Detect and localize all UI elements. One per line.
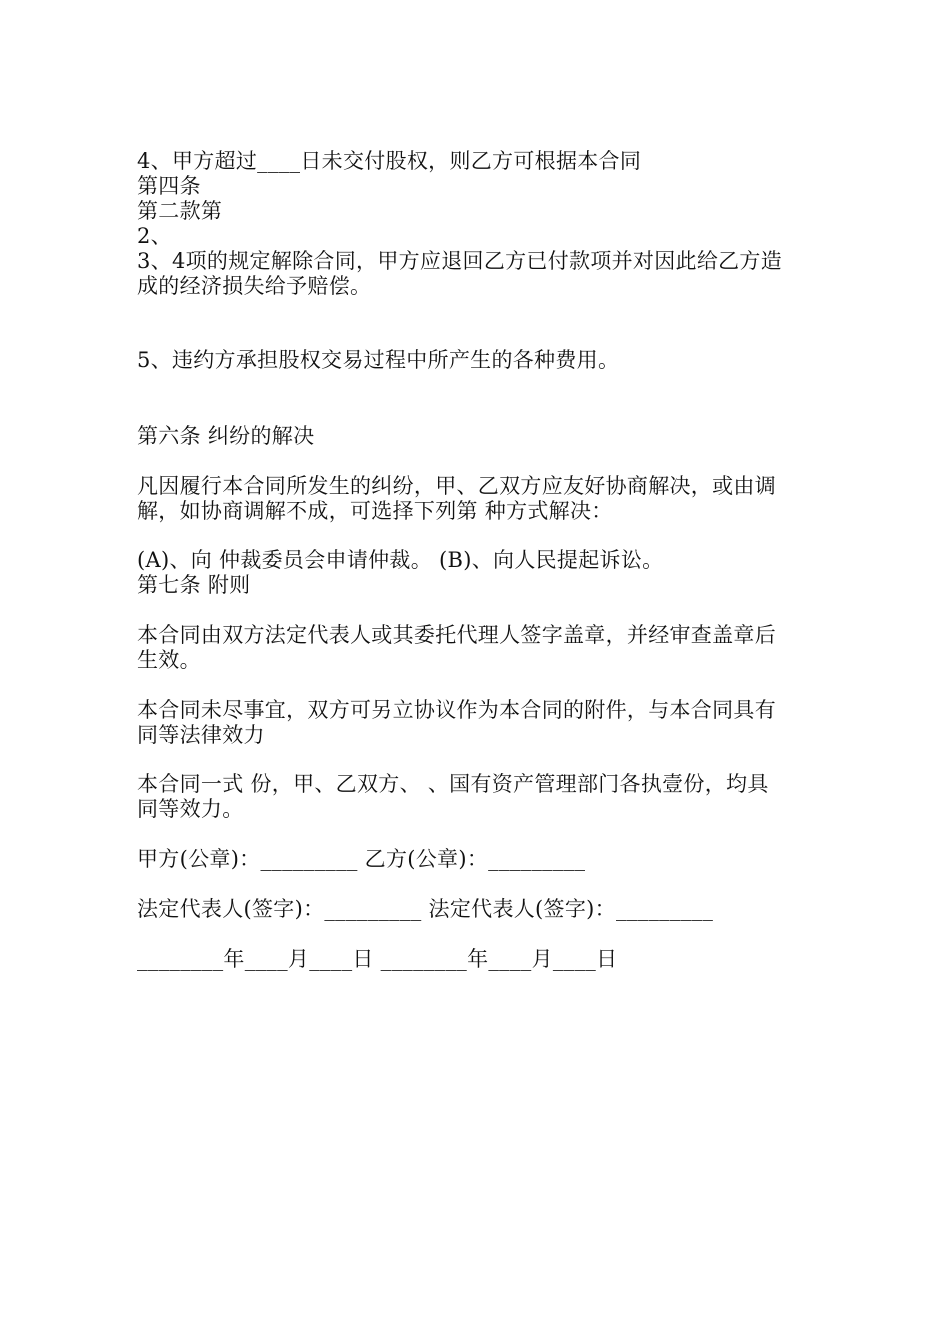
clause-4-line-2: 第四条 bbox=[137, 174, 201, 198]
clause-4-line-3: 第二款第 bbox=[137, 199, 223, 223]
article-6-paragraph-line-2: 解，如协商调解不成，可选择下列第 种方式解决： bbox=[137, 499, 613, 523]
party-seal-line: 甲方(公章)：_________ 乙方(公章)：_________ bbox=[137, 847, 586, 871]
dispute-options-line: (A)、向 仲裁委员会申请仲裁。 (B)、向人民提起诉讼。 bbox=[137, 548, 664, 572]
effectiveness-line-2: 生效。 bbox=[137, 648, 201, 672]
date-line: ________年____月____日 ________年____月____日 bbox=[137, 947, 618, 971]
copies-line-1: 本合同一式 份，甲、乙双方、 、国有资产管理部门各执壹份，均具 bbox=[137, 772, 769, 796]
clause-4-line-4: 2、 bbox=[137, 224, 172, 248]
clause-4-line-5: 3、4项的规定解除合同，甲方应退回乙方已付款项并对因此给乙方造 bbox=[137, 249, 783, 273]
article-6-paragraph-line-1: 凡因履行本合同所发生的纠纷，甲、乙双方应友好协商解决，或由调 bbox=[137, 474, 776, 498]
article-7-heading: 第七条 附则 bbox=[137, 573, 251, 597]
supplement-line-1: 本合同未尽事宜，双方可另立协议作为本合同的附件，与本合同具有 bbox=[137, 698, 776, 722]
clause-5-line: 5、违约方承担股权交易过程中所产生的各种费用。 bbox=[137, 348, 620, 372]
supplement-line-2: 同等法律效力 bbox=[137, 723, 265, 747]
clause-4-line-6: 成的经济损失给予赔偿。 bbox=[137, 274, 372, 298]
article-6-heading: 第六条 纠纷的解决 bbox=[137, 424, 315, 448]
legal-representative-signature-line: 法定代表人(签字)：_________ 法定代表人(签字)：_________ bbox=[137, 897, 714, 921]
clause-4-line-1: 4、甲方超过____日未交付股权，则乙方可根据本合同 bbox=[137, 149, 642, 173]
copies-line-2: 同等效力。 bbox=[137, 797, 244, 821]
effectiveness-line-1: 本合同由双方法定代表人或其委托代理人签字盖章，并经审查盖章后 bbox=[137, 623, 776, 647]
